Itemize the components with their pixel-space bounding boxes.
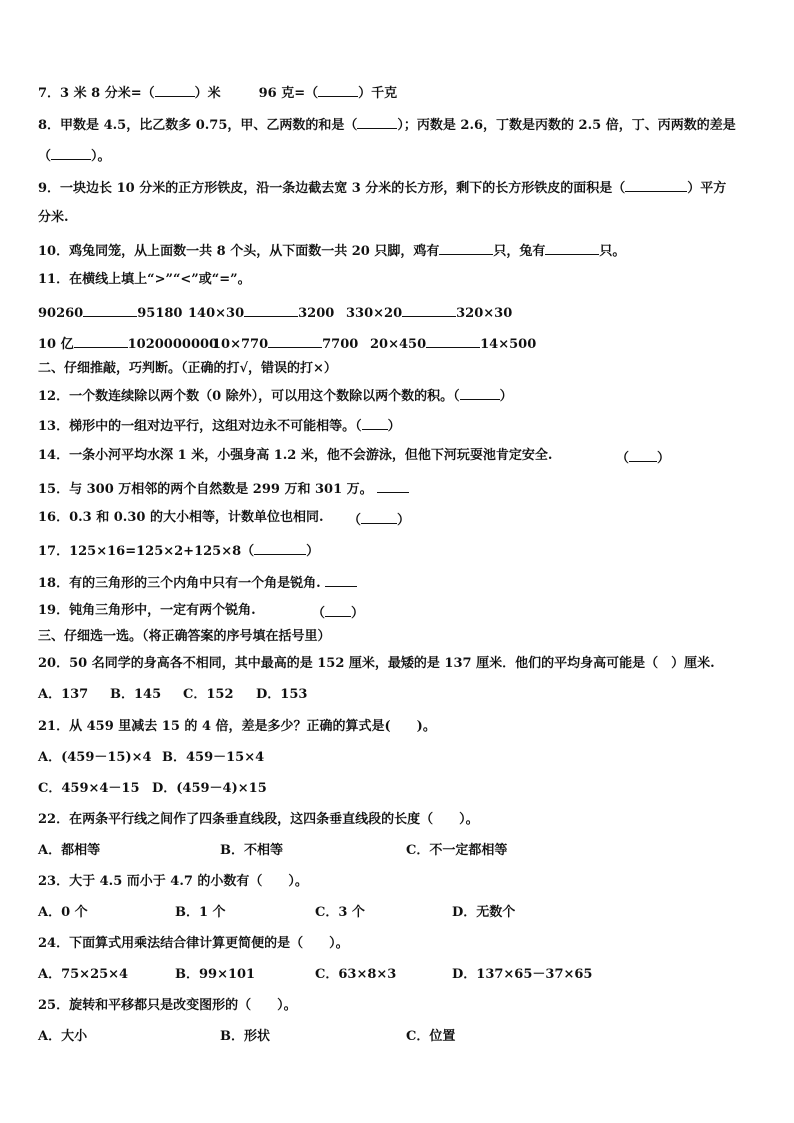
q19-blank[interactable]: [325, 603, 351, 617]
q11-r1-right-2: 3200: [298, 306, 335, 321]
q11-r1-right-1: 95180: [137, 306, 183, 321]
q8-text-a: 8．甲数是 4.5，比乙数多 0.75，甲、乙两数的和是（: [38, 118, 358, 133]
q11-r2-item-1: [38, 334, 218, 353]
q24-option-b[interactable]: B．99×101: [175, 967, 256, 982]
question-25: [38, 998, 297, 1014]
question-9-cont: [38, 210, 69, 226]
q20-option-c[interactable]: C．152: [183, 687, 234, 702]
q14-answer: [616, 448, 670, 467]
q21-option-b[interactable]: B．459－15×4: [162, 750, 265, 765]
q17-text-a: 17．125×16=125×2+125×8（: [38, 544, 255, 559]
q21-options-row-2: [38, 781, 758, 797]
q16-answer: [348, 510, 410, 529]
q24-option-c[interactable]: C．63×8×3: [315, 967, 397, 982]
question-13: [38, 416, 401, 435]
q9-text-a: 9．一块边长 10 分米的正方形铁皮，沿一条边截去宽 3 分米的长方形，剩下的长方形铁皮的面积是（: [38, 181, 626, 196]
q7-text-c: 96 克=（: [258, 86, 319, 101]
q18-blank[interactable]: [325, 573, 357, 587]
q23-text: 23．大于 4.5 而小于 4.7 的小数有（ ）。: [38, 874, 308, 889]
q17-text-b: ）: [306, 544, 320, 559]
q22-option-c[interactable]: C．不一定都相等: [406, 843, 508, 858]
q8-text-d: ）。: [91, 149, 111, 164]
q11-r1-blank-3[interactable]: [402, 303, 456, 317]
q11-r1-right-3: 320×30: [456, 306, 513, 321]
q8-text-b: ）；丙数是 2.6，丁数是丙数的 2.5 倍，丁、丙两数的差是: [397, 118, 736, 133]
question-19: [38, 603, 758, 619]
q8-text-c: （: [38, 149, 52, 164]
question-7: [38, 83, 397, 102]
q7-text-d: ）千克: [358, 86, 398, 101]
section-2-heading: [38, 361, 337, 377]
q11-row-1: [38, 303, 758, 319]
q20-option-d[interactable]: D．153: [256, 687, 308, 702]
q11-r2-left-1: 10 亿: [38, 337, 74, 352]
q9-blank[interactable]: [625, 178, 687, 192]
q10-text-c: 只。: [599, 244, 626, 259]
question-21: [38, 719, 436, 735]
q17-blank[interactable]: [254, 541, 306, 555]
section-2-title: 二、仔细推敲，巧判断。（正确的打√，错误的打×）: [38, 361, 337, 376]
q11-r2-right-2: 7700: [322, 337, 359, 352]
q20-text: 20．50 名同学的身高各不相同，其中最高的是 152 厘米，最矮的是 137 厘米．他们的平均身高可能是（ ）厘米.: [38, 656, 715, 671]
q11-r2-blank-3[interactable]: [426, 334, 480, 348]
q22-option-a[interactable]: A．都相等: [38, 843, 101, 858]
question-11: [38, 272, 251, 288]
q15-text-a: 15．与 300 万相邻的两个自然数是 299 万和 301 万。: [38, 482, 373, 497]
q13-text-b: ）: [387, 419, 401, 434]
q7-blank-2[interactable]: [318, 83, 358, 97]
q7-text-a: 7．3 米 8 分米=（: [38, 86, 155, 101]
q16-text-c: ）: [397, 513, 411, 528]
q16-blank[interactable]: [361, 510, 397, 524]
q11-r1-item-2: [188, 303, 334, 322]
q9-text-b: ）平方: [687, 181, 727, 196]
q11-r2-blank-2[interactable]: [268, 334, 322, 348]
q9-text-c: 分米.: [38, 210, 69, 225]
q22-option-b[interactable]: B．不相等: [220, 843, 283, 858]
q24-option-d[interactable]: D．137×65－37×65: [452, 967, 593, 982]
q10-blank-2[interactable]: [545, 241, 599, 255]
q19-text-c: ）: [351, 606, 365, 621]
q11-r2-right-3: 14×500: [480, 337, 537, 352]
q21-option-a[interactable]: A．(459－15)×4: [38, 750, 152, 765]
q12-text-b: ）: [499, 389, 513, 404]
q21-option-d[interactable]: D．(459－4)×15: [152, 781, 267, 796]
q19-text-a: 19．钝角三角形中，一定有两个锐角.: [38, 603, 256, 618]
q11-r1-blank-2[interactable]: [244, 303, 298, 317]
q14-text-a: 14．一条小河平均水深 1 米，小强身高 1.2 米，他不会游泳，但他下河玩耍池肯定安全.: [38, 448, 553, 463]
q12-blank[interactable]: [460, 386, 500, 400]
question-18: [38, 573, 357, 592]
q11-r2-blank-1[interactable]: [74, 334, 128, 348]
q25-option-b[interactable]: B．形状: [220, 1029, 270, 1044]
q12-text-a: 12．一个数连续除以两个数（0 除外），可以用这个数除以两个数的积。（: [38, 389, 460, 404]
q10-text-a: 10．鸡兔同笼，从上面数一共 8 个头，从下面数一共 20 只脚，鸡有: [38, 244, 440, 259]
q13-blank[interactable]: [362, 416, 388, 430]
q24-text: 24．下面算式用乘法结合律计算更简便的是（ ）。: [38, 936, 349, 951]
question-9: [38, 178, 726, 197]
q25-option-a[interactable]: A．大小: [38, 1029, 88, 1044]
q18-text-a: 18．有的三角形的三个内角中只有一个角是锐角.: [38, 576, 321, 591]
q25-text: 25．旋转和平移都只是改变图形的（ ）。: [38, 998, 297, 1013]
q19-answer: [312, 603, 364, 622]
q11-r2-item-3: [370, 334, 536, 353]
q23-option-a[interactable]: A．0 个: [38, 905, 88, 920]
q14-text-b: （: [616, 451, 630, 466]
q23-option-d[interactable]: D．无数个: [452, 905, 516, 920]
q21-option-c[interactable]: C．459×4－15: [38, 781, 140, 796]
q23-options: [38, 905, 758, 921]
q11-r1-item-3: [346, 303, 512, 322]
q16-text-b: （: [348, 513, 362, 528]
q11-row-2: [38, 334, 758, 350]
question-24: [38, 936, 349, 952]
q11-text: 11．在横线上填上“>”“<”或“=”。: [38, 272, 251, 287]
question-8: [38, 115, 736, 134]
q11-r1-item-1: [38, 303, 182, 322]
q11-r2-right-1: 1020000000: [127, 337, 219, 352]
q11-r1-blank-1[interactable]: [83, 303, 137, 317]
question-8-cont: [38, 146, 111, 165]
question-17: [38, 541, 319, 560]
question-20: [38, 656, 715, 672]
q21-options-row-1: [38, 750, 758, 766]
question-10: [38, 241, 625, 260]
q11-r2-item-2: [212, 334, 358, 353]
q22-options: [38, 843, 758, 859]
q20-option-b[interactable]: B．145: [110, 687, 162, 702]
q11-r2-left-2: 10×770: [212, 337, 269, 352]
q19-text-b: （: [312, 606, 326, 621]
q23-option-c[interactable]: C．3 个: [315, 905, 365, 920]
question-16: [38, 510, 758, 526]
question-15: [38, 479, 409, 498]
q21-text: 21．从 459 里减去 15 的 4 倍，差是多少？正确的算式是( )。: [38, 719, 436, 734]
q23-option-b[interactable]: B．1 个: [175, 905, 226, 920]
q11-r1-left-1: 90260: [38, 306, 84, 321]
q10-text-b: 只，兔有: [493, 244, 546, 259]
q7-text-b: ）米: [194, 86, 221, 101]
section-3-heading: [38, 629, 331, 645]
q20-option-a[interactable]: A．137: [38, 687, 89, 702]
q25-option-c[interactable]: C．位置: [406, 1029, 456, 1044]
q11-r1-left-2: 140×30: [188, 306, 245, 321]
q11-r2-left-3: 20×450: [370, 337, 427, 352]
q16-text-a: 16．0.3 和 0.30 的大小相等，计数单位也相同.: [38, 510, 324, 525]
q15-blank[interactable]: [377, 479, 409, 493]
q8-blank-2[interactable]: [51, 146, 91, 160]
q22-text: 22．在两条平行线之间作了四条垂直线段，这四条垂直线段的长度（ ）。: [38, 812, 479, 827]
q8-blank-1[interactable]: [357, 115, 397, 129]
q7-blank-1[interactable]: [155, 83, 195, 97]
section-3-title: 三、仔细选一选。（将正确答案的序号填在括号里）: [38, 629, 331, 644]
q24-options: [38, 967, 758, 983]
question-14: [38, 448, 758, 464]
question-22: [38, 812, 479, 828]
q20-options: [38, 687, 758, 703]
q24-option-a[interactable]: A．75×25×4: [38, 967, 129, 982]
q25-options: [38, 1029, 758, 1045]
question-23: [38, 874, 308, 890]
q14-blank[interactable]: [629, 448, 657, 462]
question-12: [38, 386, 513, 405]
q10-blank-1[interactable]: [439, 241, 493, 255]
q13-text-a: 13．梯形中的一组对边平行，这组对边永不可能相等。（: [38, 419, 362, 434]
q14-text-c: ）: [657, 451, 671, 466]
q11-r1-left-3: 330×20: [346, 306, 403, 321]
